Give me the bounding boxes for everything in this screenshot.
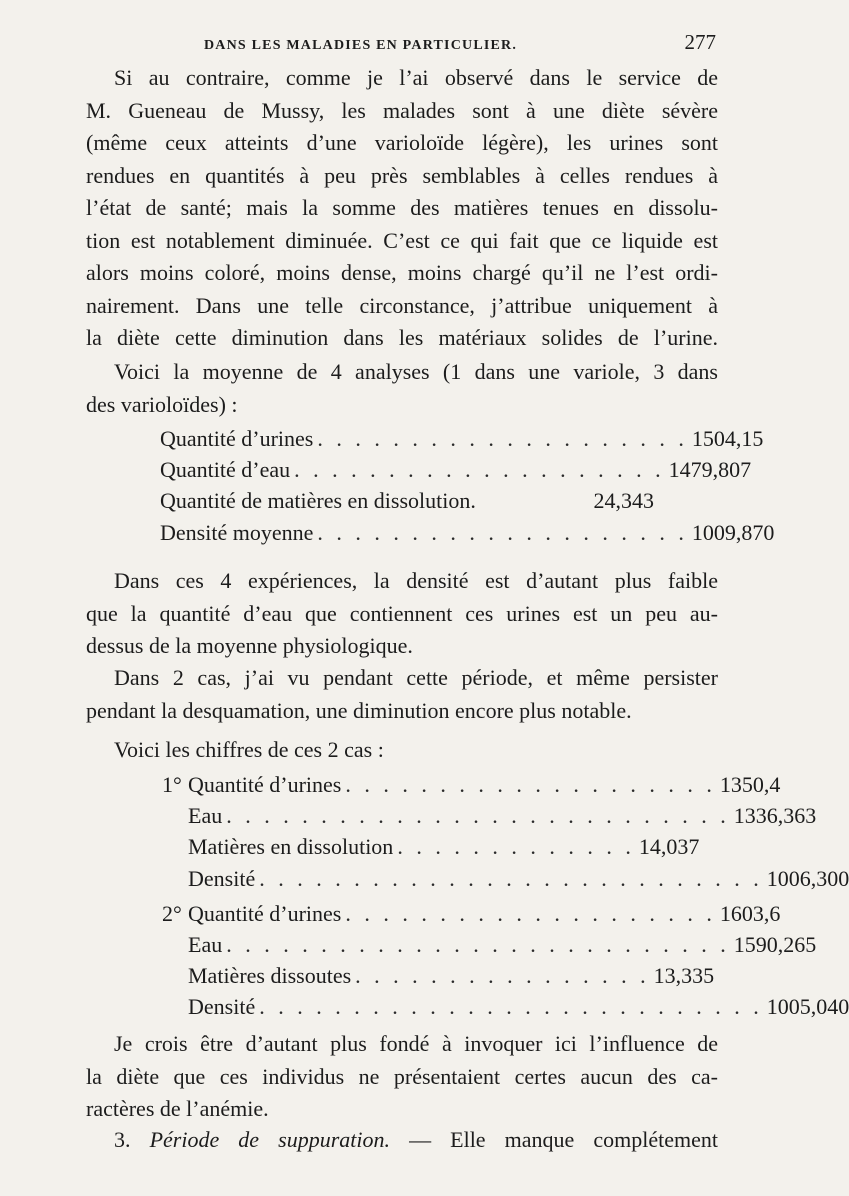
paragraph-figures-intro (86, 734, 718, 767)
table-row (188, 803, 817, 833)
case-number: 2° (162, 901, 182, 926)
case-number: 1° (162, 772, 182, 797)
row-label: Quantité d’urines (160, 426, 314, 451)
text-line: Je crois être d’autant plus fondé à invoquer ici l’influence de (114, 1031, 718, 1056)
table-row (188, 834, 700, 864)
text-line (86, 1124, 718, 1157)
table-row (188, 932, 817, 962)
row-value: 14,037 (638, 834, 700, 859)
row-label: Densité (188, 994, 256, 1019)
leader-dots: . . . . . . . . . . . . . . . . (355, 963, 650, 988)
row-label: Quantité d’eau (160, 457, 291, 482)
paragraph-diet-influence (86, 1028, 718, 1126)
table-row (188, 772, 781, 802)
leader-dots: . . . . . . . . . . . . . . . . . . . . (294, 457, 665, 482)
text-line: M. Gueneau de Mussy, les malades sont à une diète sévère (86, 97, 718, 123)
row-label: Eau (188, 803, 223, 828)
row-label: Densité moyenne (160, 520, 314, 545)
leader-dots: . . . . . . . . . . . . . . . . . . . . (317, 426, 688, 451)
row-value: 1504,15 (691, 426, 764, 451)
text-line: tion est notablement diminuée. C’est ce qui fait que ce liquide est (86, 227, 718, 253)
page-number: 277 (684, 30, 716, 54)
text-line: des varioloïdes) : (86, 391, 238, 417)
text-line: Voici les chiffres de ces 2 cas : (114, 737, 384, 762)
leader-dots: . . . . . . . . . . . . . . . . . . . . (345, 901, 716, 926)
row-value: 1603,6 (719, 901, 781, 926)
row-value: 1006,300 (766, 866, 849, 891)
paragraph-diet-effect (86, 62, 718, 355)
table-row (160, 426, 764, 456)
table-row (188, 994, 849, 1024)
row-label: Matières en dissolution (188, 834, 394, 859)
text-line: l’état de santé; mais la somme des matières tenues en dissolu- (86, 195, 718, 220)
paragraph-density-remark (86, 565, 718, 663)
paragraph-average-intro (86, 356, 718, 421)
row-label: Densité (188, 866, 256, 891)
text-line: Dans ces 4 expériences, la densité est d’autant plus faible (114, 568, 718, 593)
row-value: 1336,363 (733, 803, 817, 828)
text-line: pendant la desquamation, une diminution encore plus notable. (86, 697, 632, 723)
row-value: 24,343 (593, 488, 654, 513)
row-label: Quantité d’urines (188, 901, 342, 926)
table-row (160, 520, 775, 550)
table-row (188, 901, 781, 931)
row-label: Eau (188, 932, 223, 957)
text-line: Voici la moyenne de 4 analyses (1 dans une variole, 3 dans (114, 359, 718, 384)
leader-dots: . . . . . . . . . . . . . . . . . . . . . . . . . . . (226, 932, 730, 957)
row-value: 1479,807 (668, 457, 752, 482)
row-value: 1590,265 (733, 932, 817, 957)
section-suppuration-period (86, 1124, 718, 1157)
section-title: Période de suppuration. (149, 1127, 390, 1152)
row-value: 1350,4 (719, 772, 781, 797)
row-label: Quantité d’urines (188, 772, 342, 797)
leader-dots: . . . . . . . . . . . . . . . . . . . . (345, 772, 716, 797)
text-line: la diète que ces individus ne présentaient certes aucun des ca- (86, 1063, 718, 1089)
leader-dots: . . . . . . . . . . . . . . . . . . . . (317, 520, 688, 545)
table-row (160, 457, 752, 487)
text-line: rendues en quantités à peu près semblables à celles rendues à (86, 162, 718, 188)
table-row (188, 963, 715, 993)
paragraph-two-cases (86, 662, 718, 727)
row-label: Matières dissoutes (188, 963, 352, 988)
leader-dots: . . . . . . . . . . . . . (397, 834, 635, 859)
row-value: 1009,870 (691, 520, 775, 545)
section-text: — Elle manque complétement (409, 1127, 718, 1152)
row-value: 1005,040 (766, 994, 849, 1019)
leader-dots: . . . . . . . . . . . . . . . . . . . . . . . . . . . (259, 994, 763, 1019)
text-line: dessus de la moyenne physiologique. (86, 633, 413, 658)
text-line: que la quantité d’eau que contiennent ces urines est un peu au- (86, 600, 718, 626)
row-value: 13,335 (653, 963, 715, 988)
text-line: (même ceux atteints d’une varioloïde légère), les urines sont (86, 130, 718, 155)
table-row (160, 488, 654, 518)
row-label: Quantité de matières en dissolution. (160, 488, 476, 513)
page-header (86, 30, 716, 55)
text-line: ractères de l’anémie. (86, 1096, 269, 1121)
leader-dots: . . . . . . . . . . . . . . . . . . . . . . . . . . . (226, 803, 730, 828)
section-number: 3. (114, 1127, 131, 1152)
text-line: la diète cette diminution dans les matériaux solides de l’urine. (86, 325, 718, 350)
running-title: DANS LES MALADIES EN PARTICULIER. (204, 38, 518, 53)
leader-dots: . . . . . . . . . . . . . . . . . . . . . . . . . . . (259, 866, 763, 891)
text-line: Dans 2 cas, j’ai vu pendant cette période, et même persister (114, 665, 718, 690)
table-row (188, 866, 849, 896)
text-line: nairement. Dans une telle circonstance, j’attribue uniquement à (86, 292, 718, 318)
text-line: alors moins coloré, moins dense, moins chargé qu’il ne l’est ordi- (86, 260, 718, 285)
text-line: Si au contraire, comme je l’ai observé dans le service de (114, 65, 718, 90)
